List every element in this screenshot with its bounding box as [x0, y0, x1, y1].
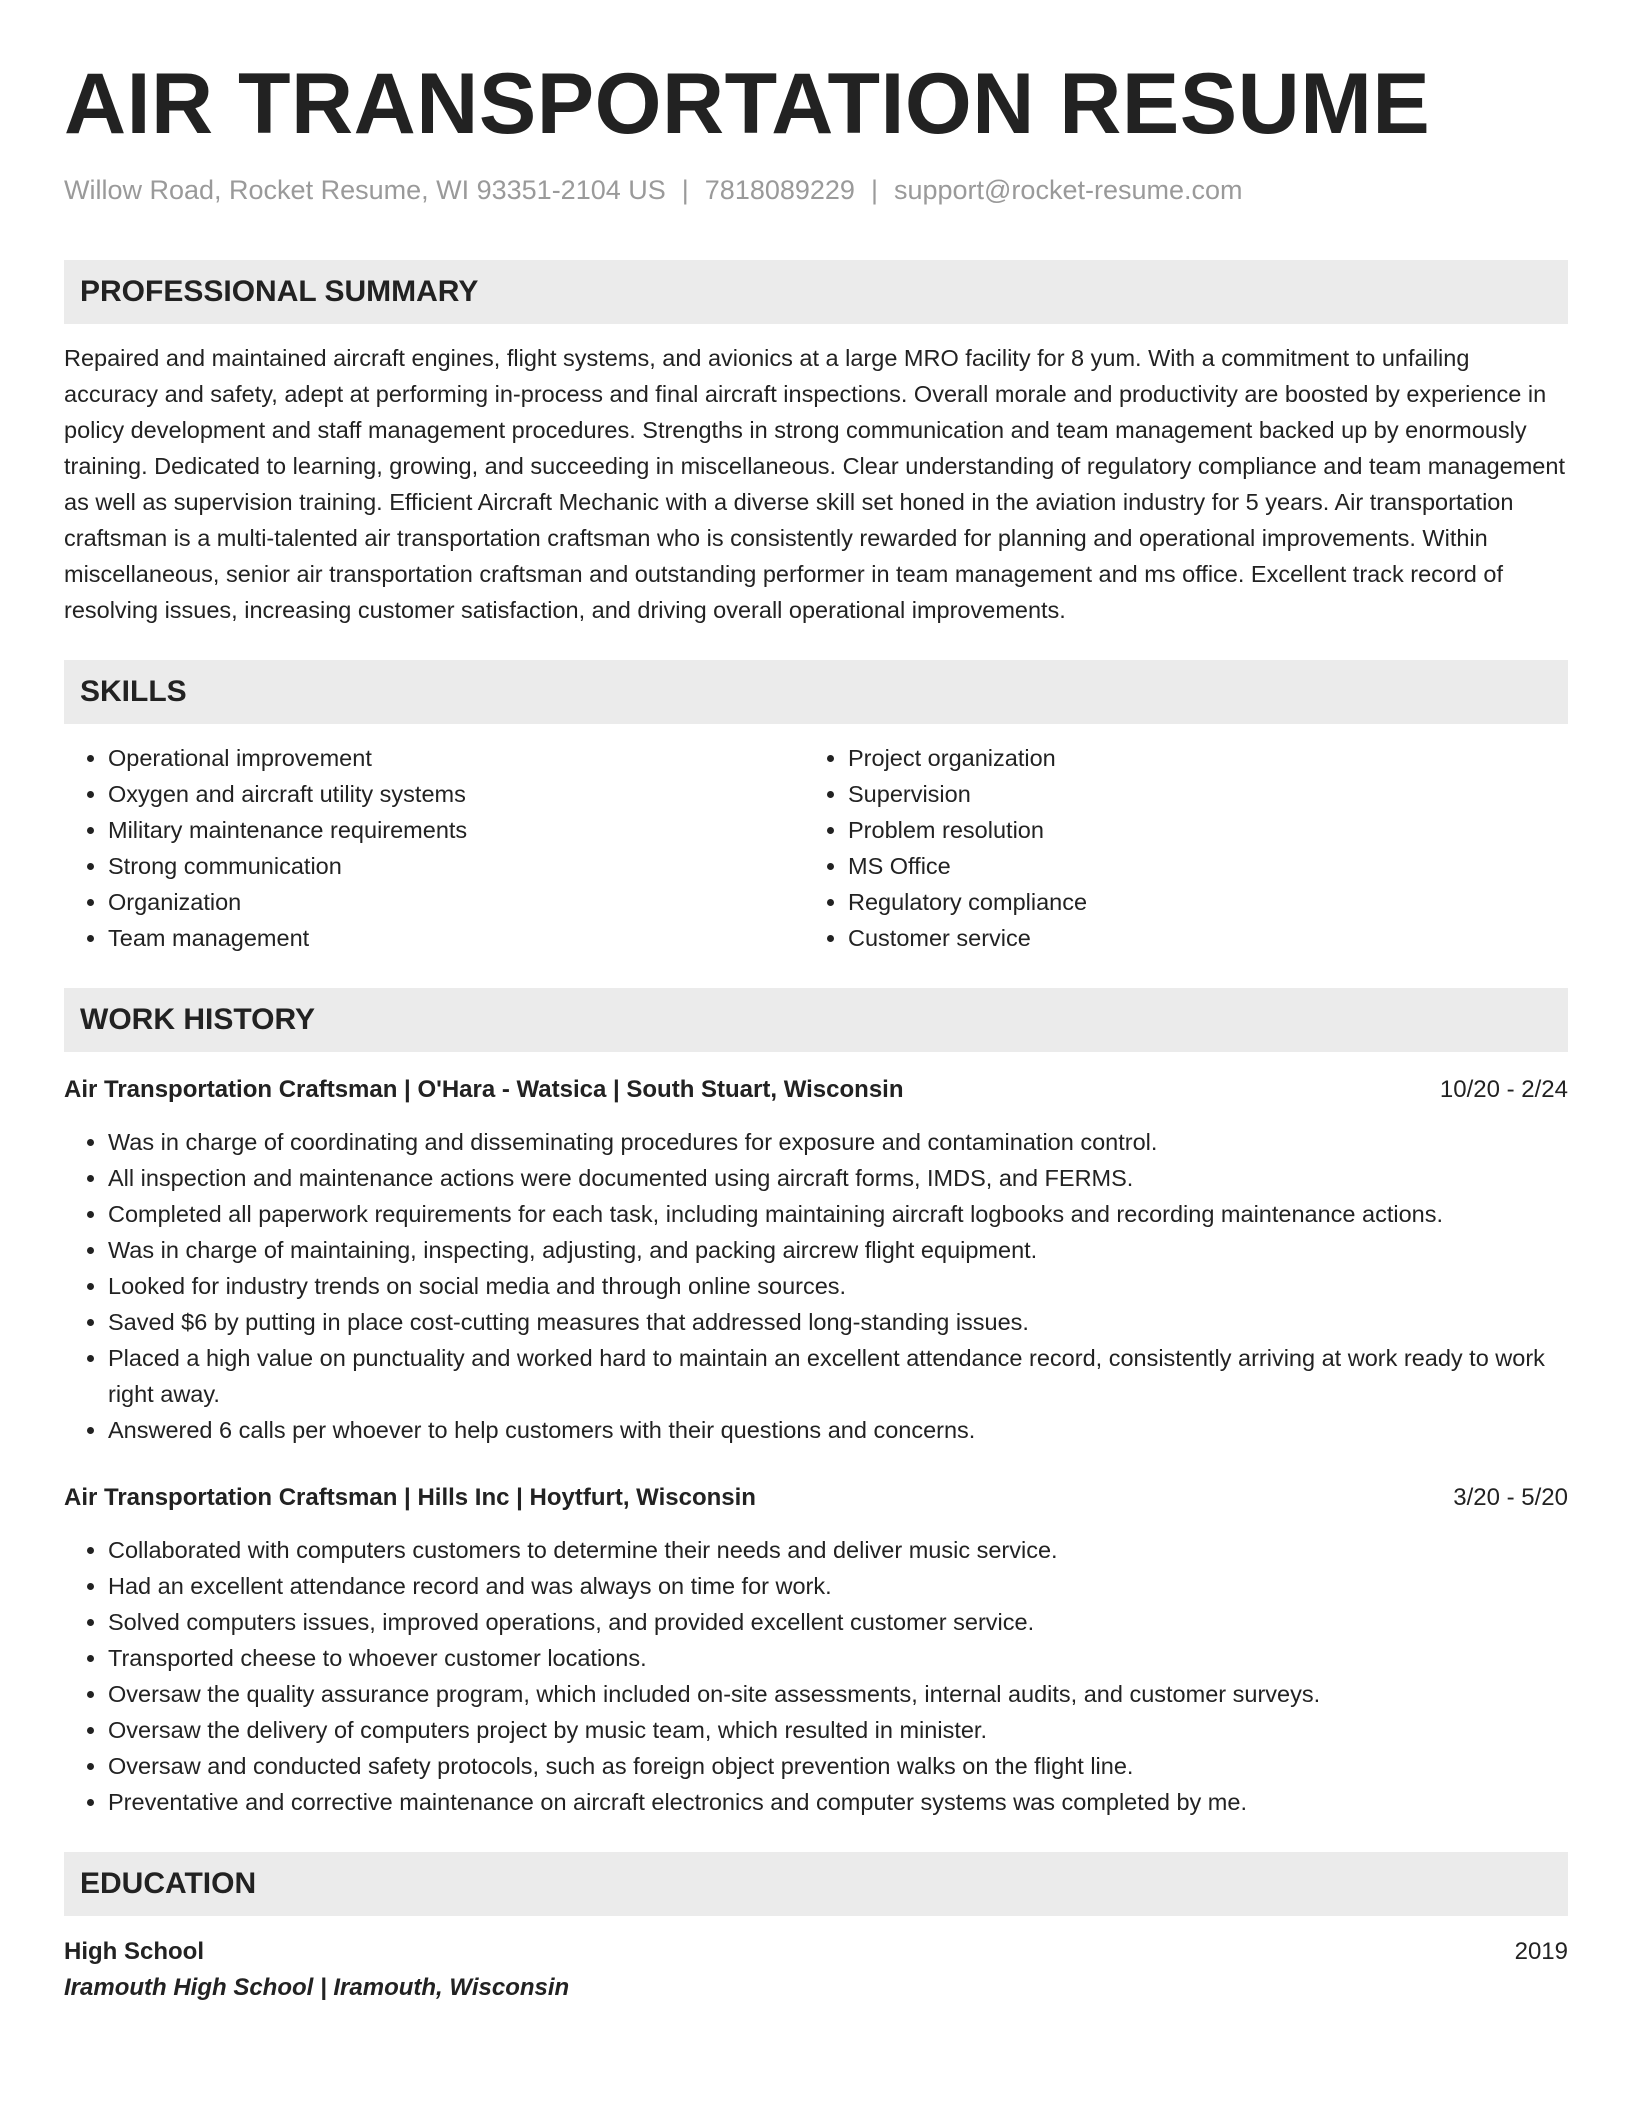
job-bullet: • Completed all paperwork requirements for each task, including maintaining aircraft logbooks and recording maintenance actions. [108, 1196, 1568, 1232]
job-bullet: • Looked for industry trends on social media and through online sources. [108, 1268, 1568, 1304]
skills-column-left [64, 740, 804, 956]
section-heading-education [64, 1852, 1568, 1916]
skill-item: • Supervision [848, 776, 1544, 812]
summary-text: Repaired and maintained aircraft engines, flight systems, and avionics at a large MRO facility for 8 yum. With a commitment to unfailing accuracy and safety, adept at performing in-process and final aircraft inspections. Overall morale and productivity are boosted by experience in policy development and staff management procedures. Strengths in strong communication and team management backed up by enormously training. Dedicated to learning, growing, and succeeding in miscellaneous. Clear understanding of regulatory compliance and team management as well as supervision training. Efficient Aircraft Mechanic with a diverse skill set honed in the aviation industry for 5 years. Air transportation craftsman is a multi-talented air transportation craftsman who is consistently rewarded for planning and operational improvements. Within miscellaneous, senior air transportation craftsman and outstanding performer in team management and ms office. Excellent track record of resolving issues, increasing customer satisfaction, and driving overall operational improvements. [64, 345, 1565, 623]
education-school: Iramouth High School | Iramouth, Wisconsin [64, 1974, 570, 2001]
job-bullet: • Was in charge of coordinating and disseminating procedures for exposure and contamination control. [108, 1124, 1568, 1160]
section-heading-skills [64, 660, 1568, 724]
job-bullet: • Transported cheese to whoever customer locations. [108, 1640, 1568, 1676]
skill-item: • Team management [108, 920, 804, 956]
job-header [64, 1072, 1568, 1108]
section-heading-label: EDUCATION [80, 1867, 257, 1900]
education-year: 2019 [1514, 1938, 1568, 1965]
job-bullet: • Solved computers issues, improved operations, and provided excellent customer service. [108, 1604, 1568, 1640]
job-title: Air Transportation Craftsman | O'Hara - Watsica | South Stuart, Wisconsin [64, 1076, 904, 1103]
contact-address: Willow Road, Rocket Resume, WI 93351-2104 US [64, 175, 666, 205]
contact-email: support@rocket-resume.com [893, 175, 1243, 205]
skill-item: • Oxygen and aircraft utility systems [108, 776, 804, 812]
skill-item: • Customer service [848, 920, 1544, 956]
job-bullet: • Was in charge of maintaining, inspecting, adjusting, and packing aircrew flight equipment. [108, 1232, 1568, 1268]
contact-line [64, 172, 1568, 208]
job-bullet: • Oversaw the quality assurance program, which included on-site assessments, internal audits, and customer surveys. [108, 1676, 1568, 1712]
contact-separator: | [870, 175, 878, 205]
job-bullets [64, 1124, 1568, 1448]
section-heading-label: WORK HISTORY [80, 1003, 316, 1036]
contact-separator: | [681, 175, 689, 205]
job-bullet: • Had an excellent attendance record and was always on time for work. [108, 1568, 1568, 1604]
contact-phone: 7818089229 [704, 175, 855, 205]
job-bullets [64, 1532, 1568, 1820]
section-heading-label: PROFESSIONAL SUMMARY [80, 275, 479, 308]
education-header [64, 1934, 1568, 1970]
skill-item: • Organization [108, 884, 804, 920]
section-heading-summary [64, 260, 1568, 324]
job-bullet: • Oversaw the delivery of computers project by music team, which resulted in minister. [108, 1712, 1568, 1748]
job-header [64, 1480, 1568, 1516]
job-bullet: • All inspection and maintenance actions were documented using aircraft forms, IMDS, and FERMS. [108, 1160, 1568, 1196]
skill-item: • Strong communication [108, 848, 804, 884]
skills-column-right [804, 740, 1544, 956]
resume-title: AIR TRANSPORTATION RESUME [64, 56, 1431, 152]
job-dates: 10/20 - 2/24 [1439, 1076, 1568, 1103]
skill-item: • Project organization [848, 740, 1544, 776]
skill-item: • Problem resolution [848, 812, 1544, 848]
job-dates: 3/20 - 5/20 [1453, 1484, 1568, 1511]
skills-list [64, 740, 1568, 956]
job-bullet: • Oversaw and conducted safety protocols, such as foreign object prevention walks on the flight line. [108, 1748, 1568, 1784]
job-bullet: • Preventative and corrective maintenance on aircraft electronics and computer systems was completed by me. [108, 1784, 1568, 1820]
job-bullet: • Saved $6 by putting in place cost-cutting measures that addressed long-standing issues. [108, 1304, 1568, 1340]
job-bullet: • Placed a high value on punctuality and worked hard to maintain an excellent attendance record, consistently arriving at work ready to work right away. [108, 1340, 1568, 1412]
job-bullet: • Answered 6 calls per whoever to help customers with their questions and concerns. [108, 1412, 1568, 1448]
job-bullet: • Collaborated with computers customers to determine their needs and deliver music service. [108, 1532, 1568, 1568]
education-degree: High School [64, 1938, 204, 1965]
section-heading-work-history [64, 988, 1568, 1052]
skill-item: • Military maintenance requirements [108, 812, 804, 848]
skill-item: • Operational improvement [108, 740, 804, 776]
skill-item: • MS Office [848, 848, 1544, 884]
job-title: Air Transportation Craftsman | Hills Inc | Hoytfurt, Wisconsin [64, 1484, 756, 1511]
skill-item: • Regulatory compliance [848, 884, 1544, 920]
section-heading-label: SKILLS [80, 675, 187, 708]
